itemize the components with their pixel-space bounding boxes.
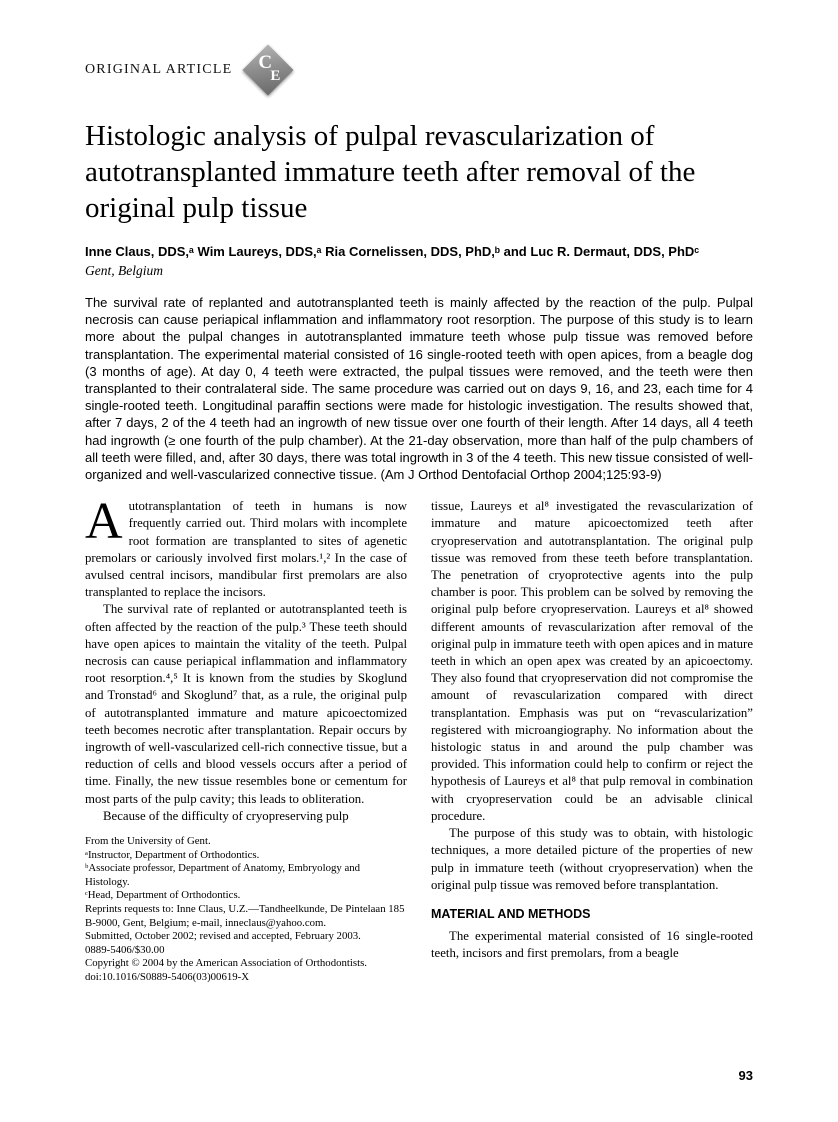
ce-badge-icon [242,44,294,96]
abstract: The survival rate of replanted and autotransplanted teeth is mainly affected by the reaction of the pulp. Pulpal necrosis can cause periapical inflammation and inflammatory root resorption. The purpose of this study is to learn more about the pulpal changes in autotransplanted immature teeth whose pulp tissue was removed before transplantation. The experimental material consisted of 16 single-rooted teeth with open apices, from a beagle dog (3 months of age). At day 0, 4 teeth were extracted, the pulpal tissues were removed, and the teeth were then transplanted to their contralateral side. The same procedure was carried out on days 9, 16, and 23, each time for 4 single-rooted teeth. Longitudinal paraffin sections were made for histologic investigation. The results showed that, after 7 days, 2 of the 4 teeth had an ingrowth of new tissue over one fourth of their length. After 14 days, all 4 teeth had ingrowth (≥ one fourth of the pulp chamber). At the 21-day observation, more than half of the pulp chambers of all teeth were filled, and, after 30 days, there was total ingrowth in 3 of the 4 teeth. This new tissue consisted of well-organized and well-vascularized connective tissue. (Am J Orthod Dentofacial Orthop 2004;125:93-9) [85,295,753,483]
footnotes [85,835,407,985]
paragraph: The survival rate of replanted or autotransplanted teeth is often affected by the reaction of the pulp.³ These teeth should have open apices to maintain the vitality of the teeth. Pulpal necrosis can cause periapical inflammation and inflammatory root resorption.⁴,⁵ It is known from the studies by Skoglund and Tronstad⁶ and Skoglund⁷ that, as a rule, the original pulp of autotransplanted immature and mature apicoectomized teeth becomes necrotic after transplantation. Repair occurs by ingrowth of well-vascularized cell-rich connective tissue, but a reduction of cells and blood vessels occurs after a period of time. Finally, the new tissue resembles bone or cementum for most parts of the pulp cavity; this leads to obliteration. [85,602,407,806]
author-line: Inne Claus, DDS,ᵃ Wim Laureys, DDS,ᵃ Ria Cornelissen, DDS, PhD,ᵇ and Luc R. Dermaut, DDS, PhDᶜ [85,244,700,259]
paragraph: tissue, Laureys et al⁸ investigated the revascularization of immature and mature apicoectomized teeth after cryopreservation and autotransplantation. The original pulp tissue was removed from these teeth before transplantation. The penetration of cryoprotective agents into the pulp chamber is poor. This problem can be solved by removing the original pulp before cryopreservation. Laureys et al⁸ showed different amounts of revascularization after removal of the original pulp in immature teeth with open apices and in mature teeth in which an open apex was created by an apicoectomy. They also found that cryopreservation did not compromise the amount of revascularization compared with direct transplantation. Emphasis was put on “revascularization” registered with microangiography. No information about the histologic status in and around the pulp chamber was provided. This information could help to confirm or reject the hypothesis of Laureys et al⁸ that pulp removal in combination with cryopreservation could be an advisable clinical procedure. [431,499,753,823]
footnote-line: ᶜHead, Department of Orthodontics. [85,889,241,902]
paragraph: Because of the difficulty of cryopreserving pulp [103,808,349,823]
footnote-line: Submitted, October 2002; revised and accepted, February 2003. [85,930,361,943]
footnote-line: 0889-5406/$30.00 [85,943,165,956]
affiliation-location: Gent, Belgium [85,263,163,278]
body-columns [85,493,753,984]
article-title: Histologic analysis of pulpal revascularization of autotransplanted immature teeth after removal of the original pulp tissue [85,120,696,224]
badge-letter-e: E [270,68,281,84]
left-column [85,493,407,984]
drop-cap: A [85,493,123,551]
paragraph: The purpose of this study was to obtain, with histologic techniques, a more detailed picture of the properties of new pulp in immature teeth (without cryopreservation) when the original pulp tissue was removed before transplantation. [431,826,753,892]
footnote-line: From the University of Gent. [85,835,211,848]
footnote-line: doi:10.1016/S0889-5406(03)00619-X [85,971,250,984]
footnote-line: ᵇAssociate professor, Department of Anatomy, Embryology and Histology. [85,862,361,888]
footnote-line: ᵃInstructor, Department of Orthodontics. [85,848,260,861]
article-header [85,44,753,96]
paragraph-intro-text: utotransplantation of teeth in humans is now frequently carried out. Third molars with incomplete root formation are transplanted to sites of agenetic premolars or cariously involved first molars.¹,² In the case of avulsed central incisors, mandibular first premolars are also transplanted to replace the incisors. [85,499,407,600]
footnote-line: Reprints requests to: Inne Claus, U.Z.—Tandheelkunde, De Pintelaan 185 B-9000, Gent, Belgium; e-mail, inneclaus@yahoo.com. [85,903,405,929]
right-column [431,498,753,984]
footnote-line: Copyright © 2004 by the American Association of Orthodontists. [85,957,367,970]
article-type-label: ORIGINAL ARTICLE [85,62,233,77]
page-number: 93 [738,1068,753,1083]
section-heading-material-methods: MATERIAL AND METHODS [431,906,591,921]
paragraph-intro [85,493,407,601]
badge-letter-c: C [258,52,273,73]
paragraph: The experimental material consisted of 16 single-rooted teeth, incisors and first premolars, from a beagle [431,928,753,961]
